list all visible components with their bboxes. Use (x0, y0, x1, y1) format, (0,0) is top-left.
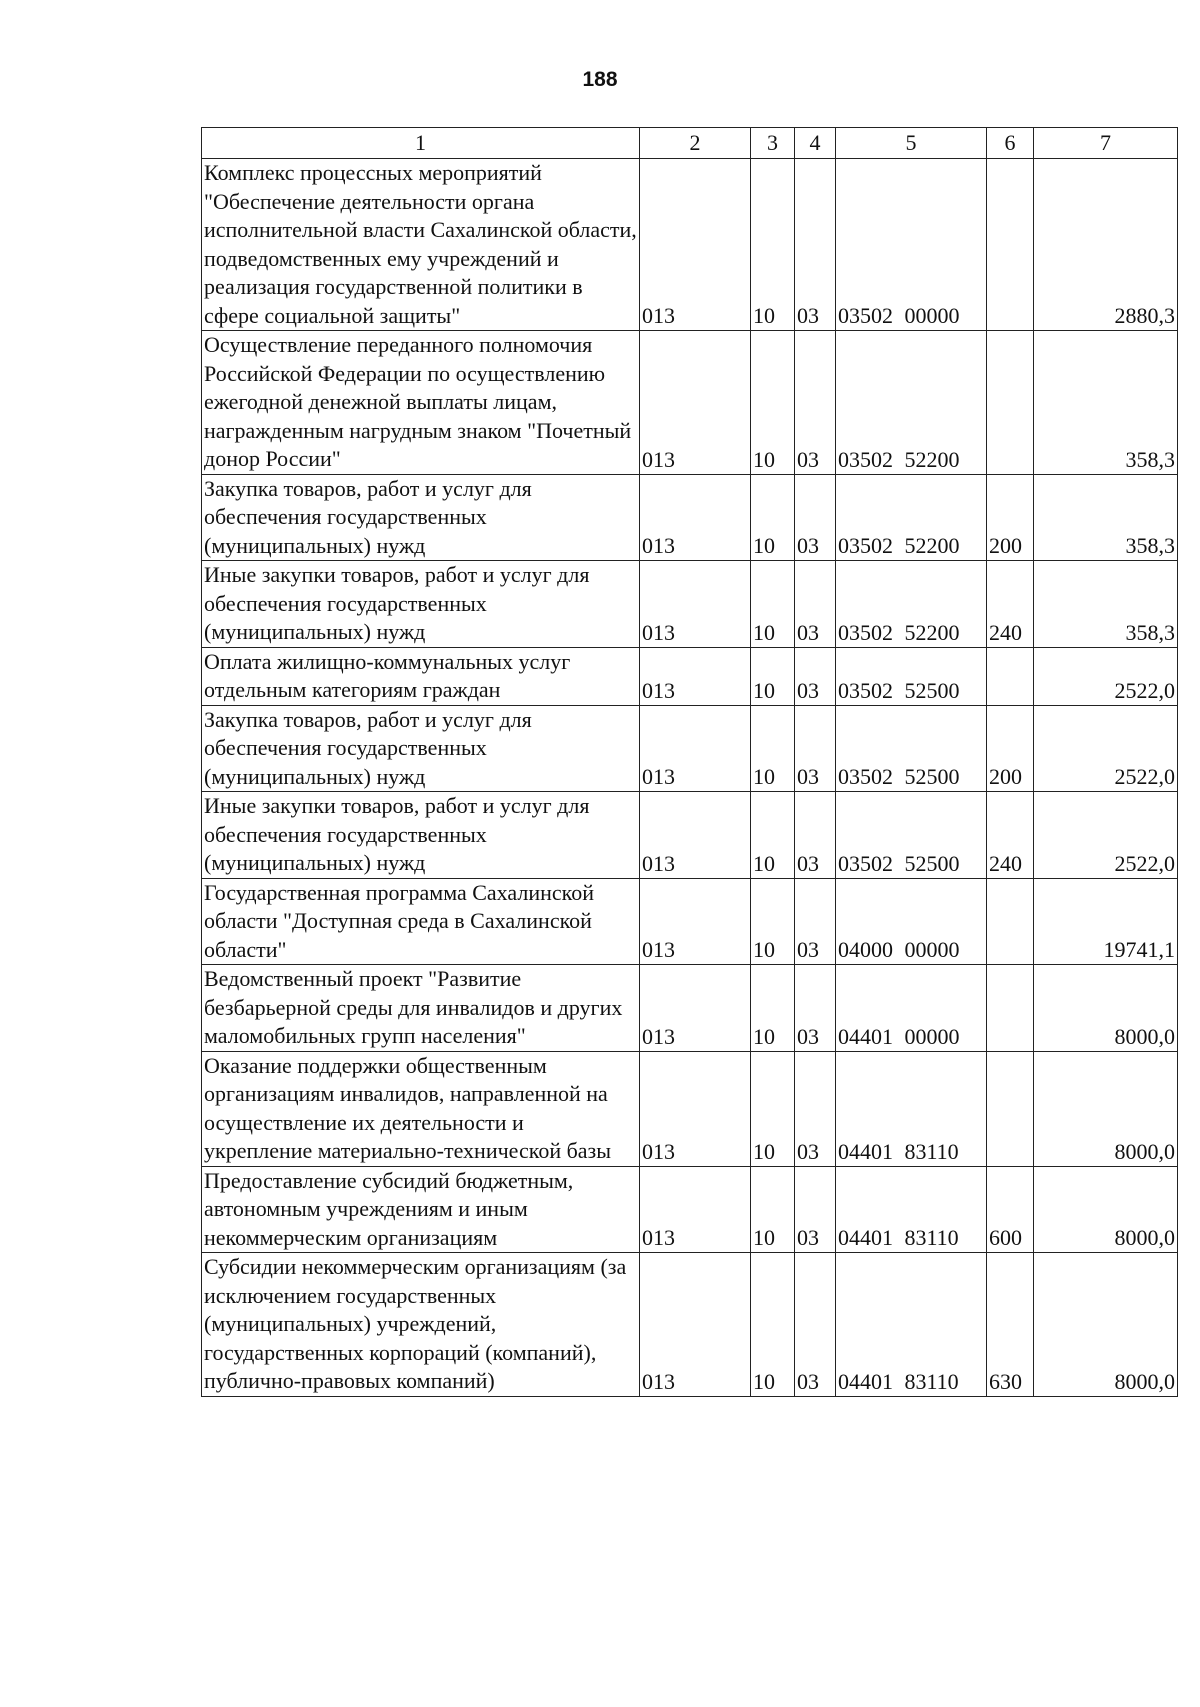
amount-cell: 358,3 (1034, 331, 1178, 475)
target-code-cell: 04401 83110 (836, 1051, 987, 1166)
table-row (202, 647, 1178, 705)
target-code-cell: 03502 52500 (836, 705, 987, 792)
section-code-cell: 10 (751, 474, 795, 561)
ministry-code-cell: 013 (640, 792, 751, 879)
section-code-cell: 10 (751, 792, 795, 879)
subsection-code-cell: 03 (795, 647, 836, 705)
amount-cell: 2522,0 (1034, 647, 1178, 705)
expense-type-cell (987, 878, 1034, 965)
subsection-code-cell: 03 (795, 965, 836, 1052)
name-cell: Ведомственный проект "Развитие безбарьерной среды для инвалидов и других маломобильных групп населения" (202, 965, 640, 1052)
header-cell: 2 (640, 128, 751, 159)
name-cell: Осуществление переданного полномочия Российской Федерации по осуществлению ежегодной денежной выплаты лицам, награжденным нагрудным знаком "Почетный донор России" (202, 331, 640, 475)
expense-type-cell (987, 331, 1034, 475)
amount-cell: 8000,0 (1034, 1253, 1178, 1397)
ministry-code-cell: 013 (640, 1166, 751, 1253)
subsection-code-cell: 03 (795, 1166, 836, 1253)
name-cell: Государственная программа Сахалинской области "Доступная среда в Сахалинской области" (202, 878, 640, 965)
expense-type-cell: 240 (987, 561, 1034, 648)
section-code-cell: 10 (751, 705, 795, 792)
header-cell: 7 (1034, 128, 1178, 159)
ministry-code-cell: 013 (640, 1051, 751, 1166)
section-code-cell: 10 (751, 647, 795, 705)
name-cell: Иные закупки товаров, работ и услуг для обеспечения государственных (муниципальных) нужд (202, 792, 640, 879)
table-row (202, 159, 1178, 331)
expense-type-cell: 600 (987, 1166, 1034, 1253)
subsection-code-cell: 03 (795, 1253, 836, 1397)
section-code-cell: 10 (751, 965, 795, 1052)
section-code-cell: 10 (751, 331, 795, 475)
target-code-cell: 03502 52200 (836, 474, 987, 561)
target-code-cell: 03502 52200 (836, 331, 987, 475)
expense-type-cell: 200 (987, 705, 1034, 792)
section-code-cell: 10 (751, 1166, 795, 1253)
table-row (202, 792, 1178, 879)
target-code-cell: 03502 52500 (836, 792, 987, 879)
ministry-code-cell: 013 (640, 965, 751, 1052)
amount-cell: 8000,0 (1034, 965, 1178, 1052)
expense-type-cell (987, 1051, 1034, 1166)
table-row (202, 878, 1178, 965)
table-row (202, 965, 1178, 1052)
ministry-code-cell: 013 (640, 647, 751, 705)
subsection-code-cell: 03 (795, 878, 836, 965)
ministry-code-cell: 013 (640, 331, 751, 475)
ministry-code-cell: 013 (640, 159, 751, 331)
subsection-code-cell: 03 (795, 331, 836, 475)
ministry-code-cell: 013 (640, 474, 751, 561)
amount-cell: 358,3 (1034, 561, 1178, 648)
amount-cell: 8000,0 (1034, 1051, 1178, 1166)
header-cell: 1 (202, 128, 640, 159)
target-code-cell: 04401 83110 (836, 1253, 987, 1397)
expense-type-cell: 200 (987, 474, 1034, 561)
expense-type-cell (987, 965, 1034, 1052)
amount-cell: 358,3 (1034, 474, 1178, 561)
ministry-code-cell: 013 (640, 878, 751, 965)
header-cell: 4 (795, 128, 836, 159)
section-code-cell: 10 (751, 561, 795, 648)
name-cell: Предоставление субсидий бюджетным, автономным учреждениям и иным некоммерческим организациям (202, 1166, 640, 1253)
target-code-cell: 04401 83110 (836, 1166, 987, 1253)
amount-cell: 2522,0 (1034, 705, 1178, 792)
target-code-cell: 03502 52500 (836, 647, 987, 705)
table-row (202, 705, 1178, 792)
table-row (202, 1253, 1178, 1397)
amount-cell: 2880,3 (1034, 159, 1178, 331)
section-code-cell: 10 (751, 1253, 795, 1397)
expense-type-cell: 630 (987, 1253, 1034, 1397)
subsection-code-cell: 03 (795, 705, 836, 792)
target-code-cell: 04401 00000 (836, 965, 987, 1052)
header-cell: 6 (987, 128, 1034, 159)
name-cell: Закупка товаров, работ и услуг для обеспечения государственных (муниципальных) нужд (202, 705, 640, 792)
amount-cell: 2522,0 (1034, 792, 1178, 879)
subsection-code-cell: 03 (795, 561, 836, 648)
table-row (202, 331, 1178, 475)
ministry-code-cell: 013 (640, 1253, 751, 1397)
subsection-code-cell: 03 (795, 474, 836, 561)
amount-cell: 8000,0 (1034, 1166, 1178, 1253)
section-code-cell: 10 (751, 878, 795, 965)
budget-table (201, 127, 1178, 1397)
section-code-cell: 10 (751, 1051, 795, 1166)
ministry-code-cell: 013 (640, 705, 751, 792)
name-cell: Закупка товаров, работ и услуг для обеспечения государственных (муниципальных) нужд (202, 474, 640, 561)
ministry-code-cell: 013 (640, 561, 751, 648)
name-cell: Комплекс процессных мероприятий "Обеспечение деятельности органа исполнительной власти Сахалинской области, подведомственных ему учреждений и реализация государственной политики в сфере социальной защиты" (202, 159, 640, 331)
expense-type-cell (987, 647, 1034, 705)
section-code-cell: 10 (751, 159, 795, 331)
target-code-cell: 03502 00000 (836, 159, 987, 331)
table-row (202, 1166, 1178, 1253)
page-number: 188 (582, 68, 618, 91)
table-header-row (202, 128, 1178, 159)
name-cell: Иные закупки товаров, работ и услуг для обеспечения государственных (муниципальных) нужд (202, 561, 640, 648)
table-row (202, 561, 1178, 648)
table-row (202, 1051, 1178, 1166)
subsection-code-cell: 03 (795, 1051, 836, 1166)
amount-cell: 19741,1 (1034, 878, 1178, 965)
subsection-code-cell: 03 (795, 159, 836, 331)
name-cell: Оказание поддержки общественным организациям инвалидов, направленной на осуществление их деятельности и укрепление материально-технической базы (202, 1051, 640, 1166)
header-cell: 5 (836, 128, 987, 159)
table-row (202, 474, 1178, 561)
target-code-cell: 04000 00000 (836, 878, 987, 965)
target-code-cell: 03502 52200 (836, 561, 987, 648)
expense-type-cell: 240 (987, 792, 1034, 879)
name-cell: Оплата жилищно-коммунальных услуг отдельным категориям граждан (202, 647, 640, 705)
name-cell: Субсидии некоммерческим организациям (за исключением государственных (муниципальных) учреждений, государственных корпораций (компаний), публично-правовых компаний) (202, 1253, 640, 1397)
header-cell: 3 (751, 128, 795, 159)
expense-type-cell (987, 159, 1034, 331)
subsection-code-cell: 03 (795, 792, 836, 879)
